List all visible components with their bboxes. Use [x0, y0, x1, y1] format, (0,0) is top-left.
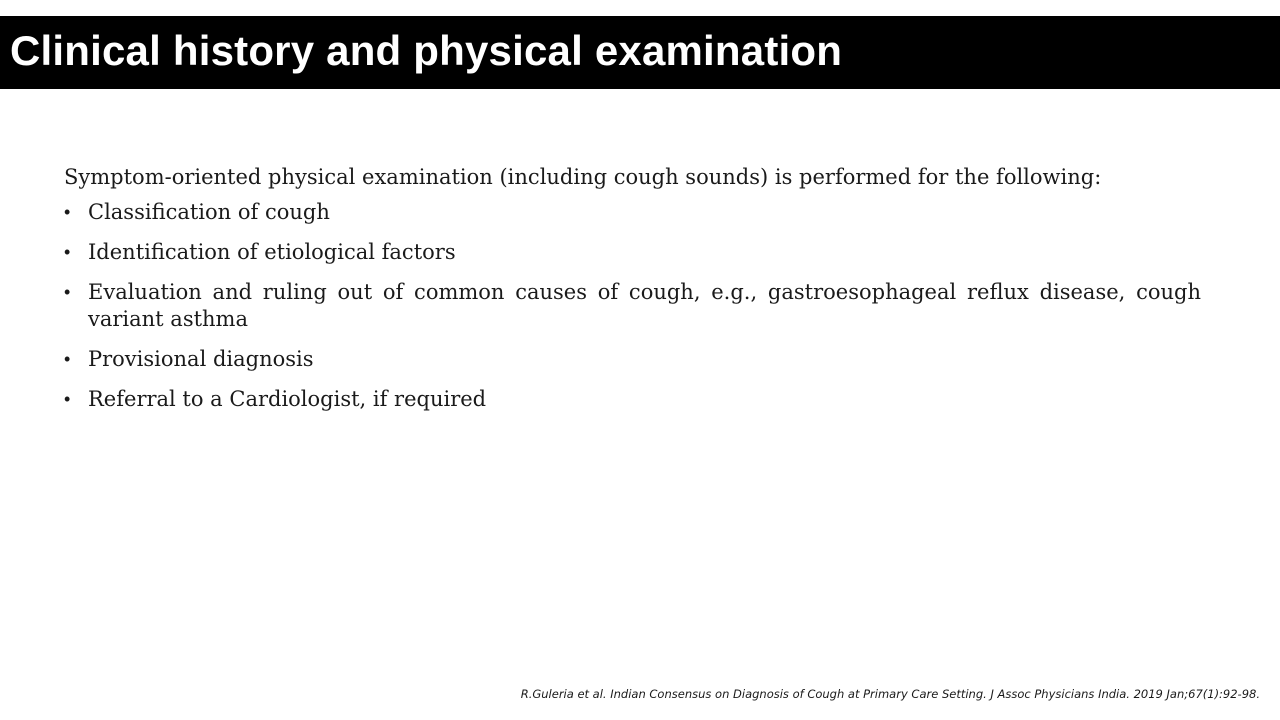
bullet-list [64, 199, 1201, 413]
slide-body [64, 160, 1201, 426]
bullet-icon: • [64, 389, 71, 409]
bullet-item-classification [64, 199, 1201, 226]
bullet-item-referral [64, 386, 1201, 413]
bullet-icon: • [64, 242, 71, 262]
bullet-icon: • [64, 202, 71, 222]
bullet-text: Identification of etiological factors [88, 240, 456, 264]
bullet-text: Classification of cough [88, 200, 330, 224]
bullet-text: Evaluation and ruling out of common causes of cough, e.g., gastroesophageal reflux disease, cough variant asthma [88, 280, 1201, 331]
bullet-item-diagnosis [64, 346, 1201, 373]
bullet-item-evaluation [64, 279, 1201, 333]
slide-title: Clinical history and physical examination [10, 27, 843, 74]
title-bar [0, 16, 1280, 89]
intro-text: Symptom-oriented physical examination (including cough sounds) is performed for the following: [64, 165, 1102, 189]
bullet-text: Referral to a Cardiologist, if required [88, 387, 487, 411]
citation-reference: R.Guleria et al. Indian Consensus on Diagnosis of Cough at Primary Care Setting. J Assoc Physicians India. 2019 Jan;67(1):92-98. [520, 687, 1260, 701]
bullet-item-identification [64, 239, 1201, 266]
bullet-icon: • [64, 282, 71, 302]
bullet-text: Provisional diagnosis [88, 347, 314, 371]
bullet-icon: • [64, 349, 71, 369]
